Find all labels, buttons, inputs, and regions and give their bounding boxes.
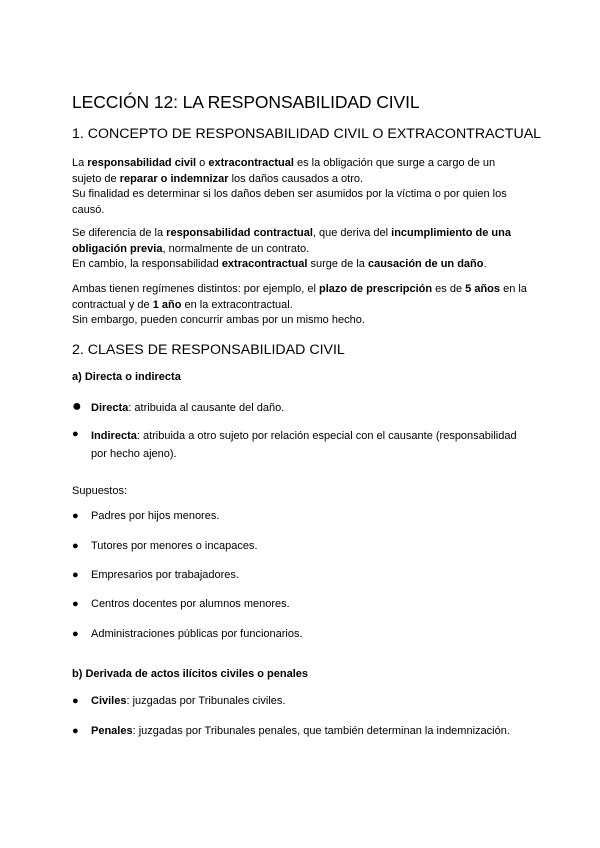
list-item: ● Indirecta: atribuida a otro sujeto por relación especial con el causante (responsabilidad por hecho ajeno). xyxy=(72,428,517,460)
page-title: LECCIÓN 12: LA RESPONSABILIDAD CIVIL xyxy=(72,92,420,112)
bullet-icon: ● xyxy=(72,725,79,737)
subsection-a-heading: a) Directa o indirecta xyxy=(72,371,181,383)
supuestos-label: Supuestos: xyxy=(72,485,128,497)
bullet-icon: ● xyxy=(72,598,79,610)
paragraph-regimes: Ambas tienen regímenes distintos: por ejemplo, el plazo de prescripción es de 5 años en la contractual y de 1 año en la extracontractual. Sin embargo, pueden concurrir ambas por un mismo hecho. xyxy=(72,283,527,326)
bullet-icon: ● xyxy=(72,695,79,707)
bullet-icon: ● xyxy=(72,628,79,640)
paragraph-contractual: Se diferencia de la responsabilidad contractual, que deriva del incumplimiento de una obligación previa, normalmente de un contrato. En cambio, la responsabilidad extracontractual surge de la causación de un daño. xyxy=(72,227,511,270)
subsection-b-heading: b) Derivada de actos ilícitos civiles o penales xyxy=(72,668,308,680)
bullet-icon: ● xyxy=(72,398,82,415)
list-item: ● Padres por hijos menores. xyxy=(91,509,531,525)
list-item: ● Civiles: juzgadas por Tribunales civiles. xyxy=(91,694,531,710)
bullet-icon: ● xyxy=(72,569,79,581)
section-2-heading: 2. CLASES DE RESPONSABILIDAD CIVIL xyxy=(72,342,345,358)
list-item: ● Empresarios por trabajadores. xyxy=(91,568,531,584)
section-1-heading: 1. CONCEPTO DE RESPONSABILIDAD CIVIL O EXTRACONTRACTUAL xyxy=(72,126,542,142)
bullet-icon: ● xyxy=(72,510,79,522)
list-item: ● Administraciones públicas por funcionarios. xyxy=(91,627,531,643)
paragraph-definition: La responsabilidad civil o extracontractual es la obligación que surge a cargo de un sujeto de reparar o indemnizar los daños causados a otro. Su finalidad es determinar si los daños deben ser asumidos por la víctima o por quien los causó. xyxy=(72,157,507,216)
list-item: ● Tutores por menores o incapaces. xyxy=(91,539,531,555)
list-item: ● Penales: juzgadas por Tribunales penales, que también determinan la indemnización. xyxy=(91,724,531,740)
bullet-icon: ● xyxy=(72,428,79,440)
bullet-icon: ● xyxy=(72,540,79,552)
list-item: ● Directa: atribuida al causante del daño. xyxy=(72,398,285,415)
list-item: ● Centros docentes por alumnos menores. xyxy=(91,597,531,613)
